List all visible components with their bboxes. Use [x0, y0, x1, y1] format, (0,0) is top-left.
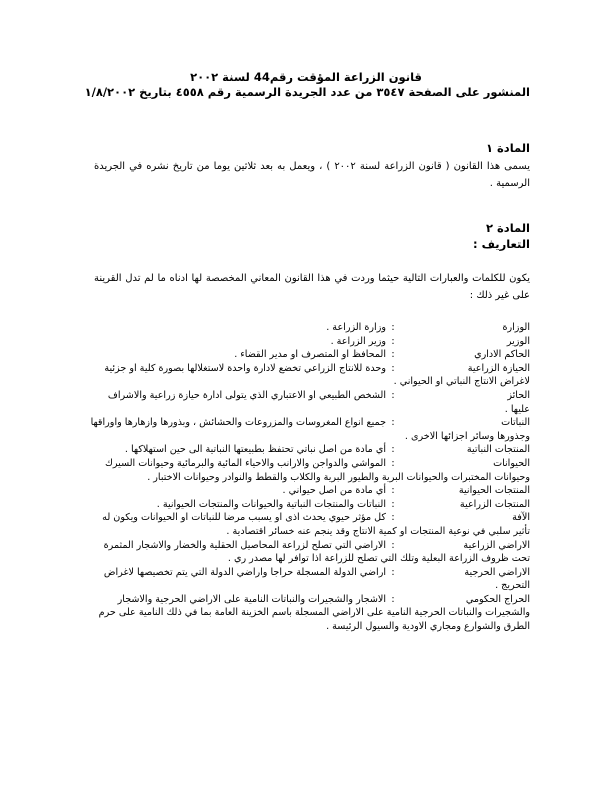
- definition-term: الوزير: [506, 335, 530, 347]
- definition-desc: أي مادة من اصل حيواني .: [282, 485, 386, 497]
- definition-item: المنتجات النباتية:أي مادة من اصل نباتي تحتفظ بطبيعتها النباتية الى حين استهلاكها .: [124, 444, 530, 456]
- definition-desc: المواشي والدواجن والارانب والاحياء المائية والبرمائية وحيوانات السيرك وحيوانات المختبرات والحيوانات البرية والطيور البرية والكلاب والقطط والنوادر وحيوانات الاختبار .: [104, 457, 530, 483]
- definition-term: المنتجات النباتية: [466, 444, 530, 456]
- definition-item: الحائز:الشخص الطبيعي او الاعتباري الذي يتولى ادارة حيازة زراعية والاشراف عليها .: [107, 389, 530, 415]
- definition-desc: الاشجار والشجيرات والنباتات النامية على الاراضي الحرجية والاشجار والشجيرات والنباتات الحرجية النامية على الاراضي المسجلة باسم الخزينة العامة بما في ذلك النامية على حرم الطرق والشوارع ومجاري الاودية والسيول الرئيسة .: [98, 593, 530, 633]
- definition-item: الحاكم الاداري:المحافظ او المتصرف او مدير القضاء .: [234, 349, 530, 361]
- definition-desc: اراضي الدولة المسجلة حراجا واراضي الدولة التي يتم تخصيصها لاغراض التحريج .: [103, 566, 530, 592]
- definition-item: المنتجات الحيوانية:أي مادة من اصل حيواني .: [282, 485, 530, 497]
- definition-desc: النباتات والمنتجات النباتية والحيوانات والمنتجات الحيوانية .: [156, 498, 386, 510]
- definition-term: الحائز: [507, 389, 530, 401]
- article2-subheading: التعاريف :: [472, 237, 530, 251]
- article2-heading: المادة ٢: [485, 221, 530, 235]
- definition-desc: كل مؤثر حيوي يحدث اذى او يسبب مرضا للنباتات او الحيوانات ويكون له تأثير سلبي في نوعية المنتجات او كمية الانتاج وقد ينجم عنه خسائر اقتصادية .: [102, 512, 530, 537]
- document-title: قانون الزراعة المؤقت رقم44 لسنة ٢٠٠٢: [190, 70, 422, 84]
- definition-item: الاراضي الزراعية:الاراضي التي تصلح لزراعة المحاصيل الحقلية والخضار والاشجار المثمرة تحت ظروف الزراعة البعلية وتلك التي تصلح للزراعة اذا توافر لها مصدر ري .: [103, 539, 530, 565]
- definition-item: النباتات:جميع انواع المغروسات والمزروعات والحشائش ، وبذورها وازهارها واوراقها وجذورها وسائر اجزائها الاخرى .: [90, 417, 530, 442]
- definition-desc: أي مادة من اصل نباتي تحتفظ بطبيعتها النباتية الى حين استهلاكها .: [124, 444, 386, 456]
- definition-desc: وحدة للانتاج الزراعي تخضع لادارة واحدة لاستغلالها بصورة كلية او جزئية لاغراض الانتاج النباتي او الحيواني .: [104, 362, 530, 388]
- article2-intro: يكون للكلمات والعبارات التالية حيثما وردت في هذا القانون المعاني المخصصة لها ادناه ما لم تدل القرينة على غير ذلك :: [94, 273, 530, 301]
- definition-term: الحراج الحكومي: [465, 593, 530, 605]
- definition-item: الآفة:كل مؤثر حيوي يحدث اذى او يسبب مرضا للنباتات او الحيوانات ويكون له تأثير سلبي في نوعية المنتجات او كمية الانتاج وقد ينجم عنه خسائر اقتصادية .: [102, 512, 530, 537]
- definition-item: الحيازة الزراعية:وحدة للانتاج الزراعي تخضع لادارة واحدة لاستغلالها بصورة كلية او جزئية لاغراض الانتاج النباتي او الحيواني .: [104, 362, 530, 388]
- definition-term: النباتات: [501, 417, 530, 429]
- definition-desc: الاراضي التي تصلح لزراعة المحاصيل الحقلية والخضار والاشجار المثمرة تحت ظروف الزراعة البعلية وتلك التي تصلح للزراعة اذا توافر لها مصدر ري .: [103, 539, 530, 565]
- definition-term: الآفة: [512, 512, 530, 524]
- definition-term: المنتجات الحيوانية: [458, 485, 530, 497]
- definition-term: الوزارة: [502, 322, 530, 333]
- definition-term: الاراضي الحرجية: [464, 566, 530, 578]
- definition-item: الحيوانات:المواشي والدواجن والارانب والاحياء المائية والبرمائية وحيوانات السيرك وحيوانات المختبرات والحيوانات البرية والطيور البرية والكلاب والقطط والنوادر وحيوانات الاختبار .: [104, 457, 530, 483]
- article1-heading: المادة ١: [485, 141, 530, 155]
- definition-desc: وزارة الزراعة .: [326, 322, 386, 333]
- definition-desc: وزير الزراعة .: [330, 335, 386, 347]
- article1-text: يسمى هذا القانون ( قانون الزراعة لسنة ٢٠٠٢ ) ، ويعمل به بعد ثلاثين يوما من تاريخ نشره في الجريدة الرسمية .: [94, 161, 530, 189]
- definition-desc: المحافظ او المتصرف او مدير القضاء .: [234, 349, 386, 361]
- definition-item: المنتجات الزراعية:النباتات والمنتجات النباتية والحيوانات والمنتجات الحيوانية .: [156, 498, 530, 510]
- definition-item: الوزارة:وزارة الزراعة .: [326, 322, 530, 333]
- definition-desc: جميع انواع المغروسات والمزروعات والحشائش ، وبذورها وازهارها واوراقها وجذورها وسائر اجزائها الاخرى .: [90, 417, 530, 442]
- definition-term: الحاكم الاداري: [474, 349, 530, 361]
- definition-term: الحيوانات: [493, 457, 530, 469]
- definitions-list: [90, 321, 530, 634]
- definition-item: الوزير:وزير الزراعة .: [330, 335, 530, 347]
- definition-item: الحراج الحكومي:الاشجار والشجيرات والنباتات النامية على الاراضي الحرجية والاشجار والشجيرات والنباتات الحرجية النامية على الاراضي المسجلة باسم الخزينة العامة بما في ذلك النامية على حرم الطرق والشوارع ومجاري الاودية والسيول الرئيسة .: [98, 593, 530, 633]
- definition-term: الاراضي الزراعية: [463, 539, 530, 551]
- definition-desc: الشخص الطبيعي او الاعتباري الذي يتولى ادارة حيازة زراعية والاشراف عليها .: [107, 389, 530, 415]
- definition-term: الحيازة الزراعية: [467, 362, 530, 374]
- definition-item: الاراضي الحرجية:اراضي الدولة المسجلة حراجا واراضي الدولة التي يتم تخصيصها لاغراض التحريج .: [103, 566, 530, 592]
- definition-term: المنتجات الزراعية: [459, 498, 530, 510]
- document-subtitle: المنشور على الصفحة ٣٥٤٧ من عدد الجريدة الرسمية رقم ٤٥٥٨ بتاريخ ١/٨/٢٠٠٢: [84, 85, 530, 99]
